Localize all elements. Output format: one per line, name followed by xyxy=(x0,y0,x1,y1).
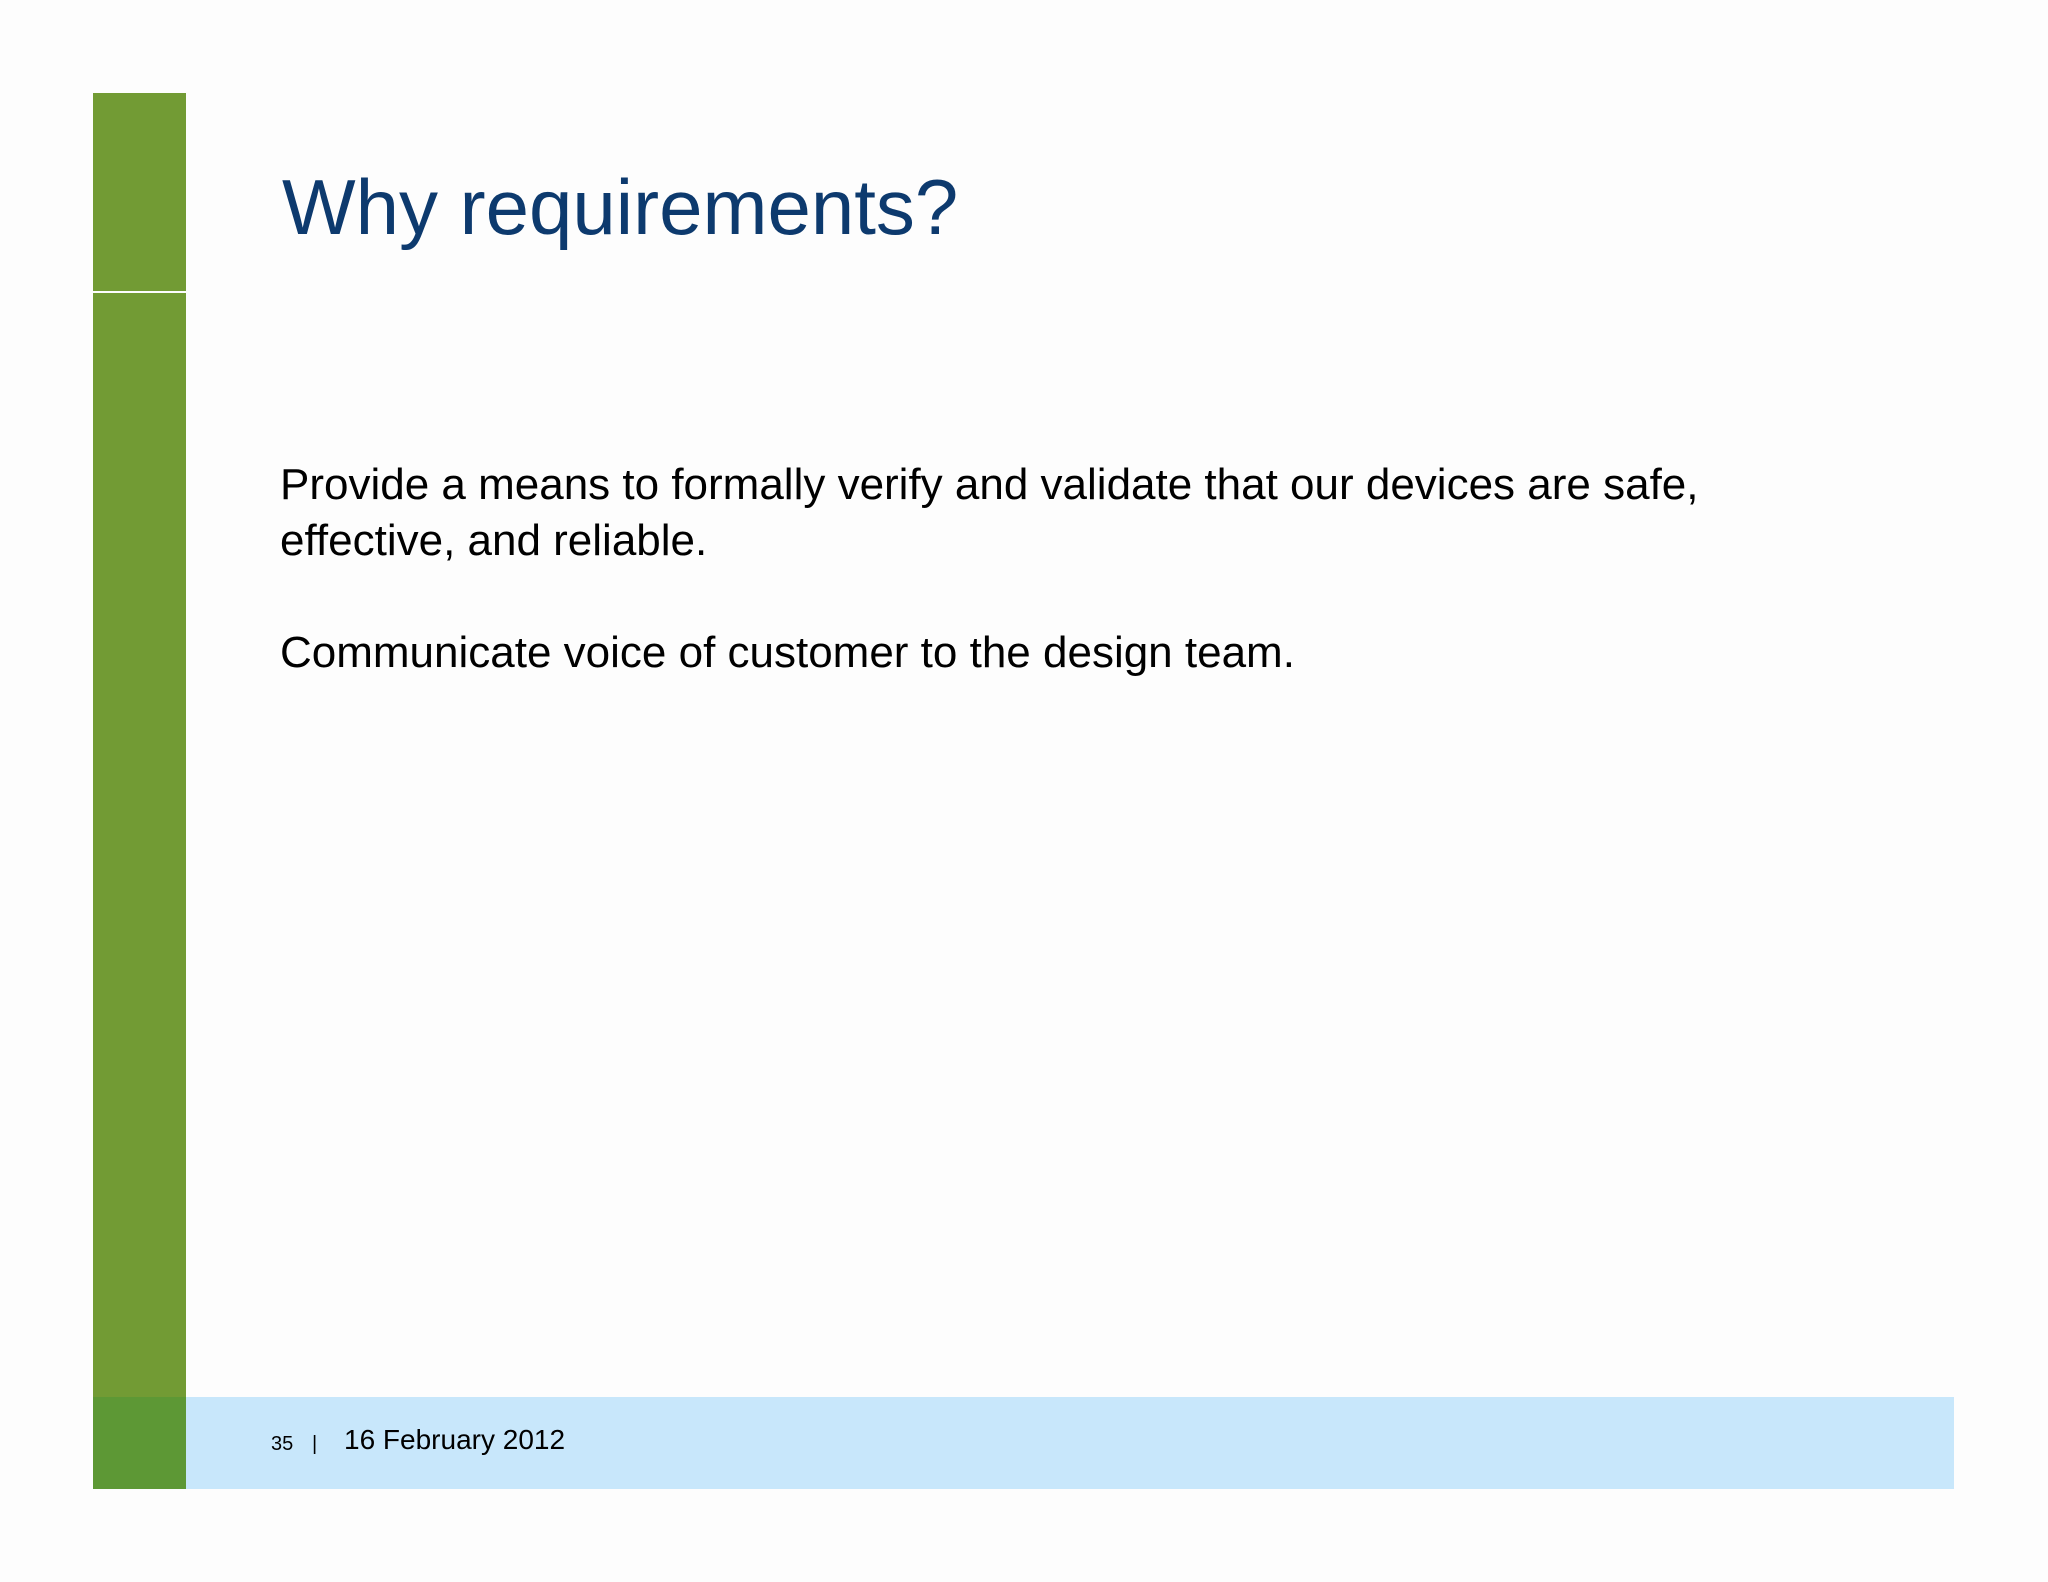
footer-date: 16 February 2012 xyxy=(344,1424,566,1455)
accent-bar xyxy=(93,293,186,1397)
body-paragraph: Communicate voice of customer to the design team. xyxy=(280,628,1295,677)
accent-bar-footer xyxy=(93,1397,186,1489)
body-paragraph: Provide a means to formally verify and validate that our devices are safe, effective, and reliable. xyxy=(280,460,1699,565)
footer-separator: | xyxy=(312,1433,318,1455)
slide-title: Why requirements? xyxy=(282,163,959,251)
slide-body xyxy=(280,457,1840,737)
page-number: 35 xyxy=(271,1433,294,1455)
accent-bar-top xyxy=(93,93,186,291)
